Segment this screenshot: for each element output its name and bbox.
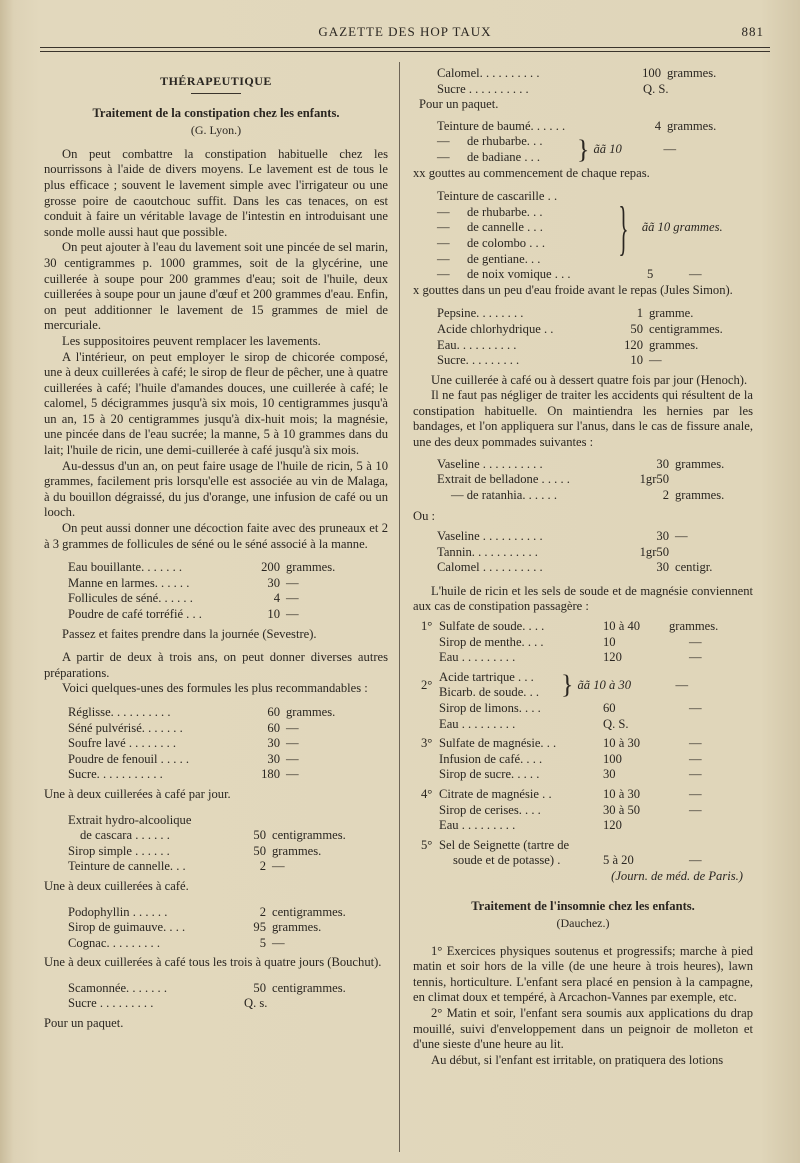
rx-row [437, 119, 753, 135]
prescription-9 [437, 306, 753, 368]
rx-item: Calomel. . . . . . . . . . [437, 66, 540, 80]
rx-item: de cannelle . . . [467, 220, 543, 235]
brace: } [561, 670, 574, 700]
formula-2 [421, 670, 753, 732]
journal-title: GAZETTE DES HOP TAUX [318, 24, 492, 39]
rx-qty: 120 [603, 650, 622, 665]
rx-qty: 5 à 20 [603, 853, 634, 868]
prescription-4 [68, 905, 388, 952]
rx-row [437, 472, 753, 488]
rx-qty: 10 [603, 634, 616, 649]
rx-row [421, 787, 753, 803]
rx-qty: 60 [603, 700, 616, 715]
rx-qty: 4 [654, 118, 661, 133]
rx-unit: — [689, 786, 702, 801]
rx-row: — de rhubarbe. . . [437, 134, 573, 150]
rx-row [68, 752, 388, 768]
rx-instruction: Passez et faites prendre dans la journée (Sevestre). [62, 626, 317, 641]
formula-1 [421, 619, 753, 666]
rx-unit: grammes. [667, 66, 717, 80]
rx-item: Bicarb. de soude. . . [439, 685, 540, 700]
rx-unit: — [649, 353, 662, 368]
prescription-5 [68, 981, 388, 1012]
rx-unit: — [286, 736, 299, 751]
rx-unit: — [675, 529, 688, 544]
rx-qty: ãã 10 à 30 [577, 677, 632, 692]
rx-unit: — [272, 935, 285, 950]
rx-item: Teinture de cascarille . . [437, 189, 558, 204]
rx-item: Infusion de café. . . . [439, 751, 543, 766]
paragraph: Au début, si l'enfant est irritable, on pratiquera des lotions [431, 1052, 724, 1067]
rx-unit: — [286, 751, 299, 766]
rx-row: — de gentiane. . . [437, 252, 605, 268]
formula-number: 1° [421, 619, 433, 633]
paragraph: Il ne faut pas négliger de traiter les accidents qui résultent de la constipation habituelle. On maintiendra les hernies par les bandages, et l'on appliquera sur l'anus, dans le cas de fissure anale, une des deux pommades suivantes : [413, 388, 753, 450]
paragraph: Les suppositoires peuvent remplacer les lavements. [62, 333, 321, 348]
rx-row: — de badiane . . . [437, 150, 573, 166]
prescription-7 [437, 119, 753, 166]
formula-number: 2° [421, 677, 433, 692]
rx-item: Eau . . . . . . . . . [439, 650, 516, 665]
rx-qty: ãã 10 grammes. [641, 220, 723, 235]
prescription-1 [68, 560, 388, 622]
rx-row [68, 828, 388, 844]
rx-unit: — [689, 700, 702, 715]
formula-number: 5° [421, 837, 433, 852]
rx-item: Vaseline . . . . . . . . . . [437, 529, 543, 544]
prescription-3 [68, 813, 388, 875]
rx-qty: 10 à 30 [603, 736, 641, 751]
rx-row [421, 717, 753, 733]
rx-item: Eau . . . . . . . . . [439, 818, 516, 833]
rx-item: Sucre. . . . . . . . . [437, 353, 520, 368]
rx-item: Soufre lavé . . . . . . . . [68, 736, 177, 751]
rx-item: Sucre. . . . . . . . . . . [68, 767, 163, 782]
rx-unit: grammes. [272, 843, 322, 858]
rx-unit: grammes. [669, 619, 719, 633]
rx-item: de cascara . . . . . . [80, 828, 170, 843]
rx-unit: grammes. [649, 337, 699, 352]
rx-qty: 30 [656, 456, 669, 471]
formula-number [421, 635, 439, 651]
rx-qty: 50 [253, 828, 266, 843]
rx-row [439, 670, 557, 686]
rx-group [437, 189, 753, 267]
rx-item: de colombo . . . [467, 235, 545, 250]
rx-qty: 50 [253, 843, 266, 858]
rx-qty: 60 [267, 720, 280, 735]
rx-unit: — [689, 853, 702, 868]
rx-row [68, 859, 388, 875]
rx-item: Citrate de magnésie . . [439, 786, 552, 801]
rx-row [421, 767, 753, 783]
rx-unit: — [272, 859, 285, 874]
rx-row [437, 322, 753, 338]
rx-qty: 4 [273, 591, 280, 606]
rx-item: de gentiane. . . [467, 251, 541, 266]
rx-qty: 50 [253, 980, 266, 995]
rx-instruction: Une à deux cuillerées à café tous les trois à quatre jours (Bouchut). [44, 955, 382, 970]
formula-number: 4° [421, 786, 433, 801]
rx-unit: centigrammes. [649, 321, 723, 336]
formula-number [421, 818, 439, 834]
rx-qty: 30 [656, 560, 669, 575]
rx-unit: grammes. [675, 456, 725, 471]
rx-row: — de noix vomique . . . 5 — [437, 267, 702, 282]
rx-item: Sirop de menthe. . . . [439, 634, 544, 649]
rx-item: Follicules de séné. . . . . . [68, 591, 193, 606]
rx-item: Sulfate de magnésie. . . [439, 736, 557, 751]
rx-qty: 10 [630, 353, 643, 368]
rx-item: de badiane . . . [467, 149, 541, 164]
rx-item: Teinture de baumé. . . . . . [437, 118, 566, 133]
rx-item: Acide chlorhydrique . . [437, 321, 554, 336]
rx-qty: 30 [603, 767, 616, 782]
rx-row [421, 650, 753, 666]
rx-item: Sucre . . . . . . . . . . [437, 81, 529, 96]
rx-row [68, 844, 388, 860]
rx-row [68, 813, 388, 829]
rx-qty: 60 [267, 704, 280, 719]
rx-unit: centigrammes. [272, 828, 346, 843]
rx-unit: — [286, 591, 299, 606]
header-rule-2 [40, 51, 770, 52]
rx-item: Séné pulvérisé. . . . . . . [68, 720, 183, 735]
paragraph: Au-dessus d'un an, on peut faire usage de l'huile de ricin, 5 à 10 grammes, facilement pris lorsqu'elle est associée au vin de Malaga, à du bouillon dégraissé, du jus d'orange, une infusion de café ou un looch. [44, 458, 388, 520]
rx-item: Eau. . . . . . . . . . [437, 337, 517, 352]
rx-row [421, 635, 753, 651]
article-author-dauchez: (Dauchez.) [556, 916, 610, 931]
rx-row [437, 189, 605, 205]
rx-qty: 10 [267, 607, 280, 621]
rx-row: — de rhubarbe. . . [437, 205, 605, 221]
rx-item: Poudre de fenouil . . . . . [68, 751, 190, 766]
rx-qty: Q. S. [603, 716, 629, 731]
rx-instruction: xx gouttes au commencement de chaque repas. [413, 165, 650, 180]
rx-qty: 5 [647, 267, 654, 282]
paragraph: 2° Matin et soir, l'enfant sera soumis aux applications du drap mouillé, suivi d'enveloppement dans un peignoir de molleton et d'une sieste d'une heure au lit. [413, 1006, 753, 1052]
page-number: 881 [741, 24, 764, 39]
rx-item: de rhubarbe. . . [467, 204, 543, 219]
rx-item: Sucre . . . . . . . . . [68, 996, 154, 1011]
brace: } [577, 134, 590, 164]
rx-item: Poudre de café torréfié . . . [68, 607, 202, 621]
rx-qty: 2 [259, 859, 266, 874]
rx-item: Sel de Seignette (tartre de [439, 837, 570, 852]
rx-row [421, 752, 753, 768]
rx-item: de noix vomique . . . [467, 267, 571, 282]
rx-group [421, 670, 753, 701]
rx-item: Sulfate de soude. . . . [439, 619, 545, 633]
rx-qty: 1 [636, 306, 643, 321]
rx-item: Teinture de cannelle. . . [68, 859, 186, 874]
rx-item: Sirop de limons. . . . [439, 700, 541, 715]
ointment-2 [437, 529, 753, 576]
paragraph: On peut aussi donner une décoction faite avec des pruneaux et 2 à 3 grammes de follicules de séné ou le séné associé à la manne. [44, 521, 388, 551]
rx-qty: Q. s. [244, 996, 268, 1011]
prescription-6 [437, 66, 753, 97]
rx-item: Eau . . . . . . . . . [439, 716, 516, 731]
rx-item: Sirop de guimauve. . . . [68, 920, 186, 935]
rx-instruction: Une à deux cuillerées à café. [44, 878, 189, 893]
rx-row [68, 920, 388, 936]
rx-item: Scamonnée. . . . . . . [68, 980, 167, 995]
rx-unit: — [286, 720, 299, 735]
rx-item: Vaseline . . . . . . . . . . [437, 456, 543, 471]
section-rule [191, 93, 241, 94]
rx-qty: 1gr50 [639, 472, 669, 487]
brace: } [618, 195, 629, 262]
rx-qty: 10 à 30 [603, 786, 641, 801]
rx-row [421, 838, 753, 854]
rx-qty: 100 [603, 751, 622, 766]
rx-unit: — [689, 751, 702, 766]
rx-unit: — [689, 767, 702, 782]
rx-row: — de colombo . . . [437, 236, 605, 252]
prescription-2 [68, 705, 388, 783]
rx-instruction: Pour un paquet. [419, 97, 499, 112]
rx-row [68, 936, 388, 952]
rx-row [68, 767, 388, 783]
rx-qty: 100 [642, 66, 661, 80]
formula-number [421, 752, 439, 768]
paragraph: A l'intérieur, on peut employer le sirop de chicorée composé, une à deux cuillerées à café; le sirop de fleur de pêcher, une à quatre cuillerées à café; l'huile d'amandes douces, une cuillerée à café; le calomel, 5 décigrammes jusqu'à six mois, 10 centigrammes jusqu'à un an, 15 à 20 centigrammes jusqu'à dix-huit mois; la magnésie, une pincée dans de l'eau sucrée; la manne, 5 à 10 grammes dans du lait; l'huile de ricin, une demi-cuillerée à café jusqu'à six mois. [44, 349, 388, 458]
rx-item: — de ratanhia. . . . . . [451, 487, 557, 502]
rx-item: de rhubarbe. . . [467, 134, 543, 149]
rx-unit: centigr. [675, 560, 713, 575]
rx-item: Extrait de belladone . . . . . [437, 472, 570, 487]
rx-item: soude et de potasse) . [453, 853, 561, 868]
rx-row [437, 560, 753, 576]
rx-row [421, 803, 753, 819]
rx-unit: — [286, 607, 299, 621]
rx-unit: — [286, 767, 299, 782]
rx-unit: — [689, 802, 702, 817]
article-title-constipation: Traitement de la constipation chez les enfants. [92, 105, 340, 120]
rx-qty: 120 [624, 337, 643, 352]
rx-row [437, 529, 753, 545]
formula-4 [421, 787, 753, 834]
left-column [44, 66, 388, 1032]
rx-row [437, 66, 753, 82]
alternative-label: Ou : [413, 509, 436, 524]
rx-qty: Q. S. [643, 81, 669, 96]
rx-row [68, 560, 388, 576]
rx-instruction: Pour un paquet. [44, 1016, 124, 1031]
rx-row [68, 591, 388, 607]
rx-qty: 10 à 40 [603, 619, 641, 633]
rx-unit: — [675, 677, 689, 692]
rx-qty: 1gr50 [639, 544, 669, 559]
rx-row [421, 818, 753, 834]
header-rule-1 [40, 47, 770, 48]
paragraph: Voici quelques-unes des formules les plus recommandables : [62, 681, 368, 696]
rx-row [68, 705, 388, 721]
rx-row [437, 353, 753, 369]
formula-number [421, 803, 439, 819]
paragraph: Une cuillerée à café ou à dessert quatre fois par jour (Henoch). [431, 372, 748, 387]
prescription-8 [437, 189, 753, 283]
rx-row [68, 576, 388, 592]
rx-row [421, 736, 753, 752]
rx-unit: — [663, 142, 677, 157]
formula-5 [421, 838, 753, 869]
rx-qty: 30 [656, 529, 669, 544]
rx-qty: 200 [261, 560, 280, 575]
rx-unit: grammes. [286, 560, 336, 575]
rx-unit: grammes. [675, 487, 725, 502]
rx-unit: grammes. [272, 920, 322, 935]
source-citation: (Journ. de méd. de Paris.) [611, 868, 743, 883]
article-author-lyon: (G. Lyon.) [190, 123, 242, 138]
rx-row [68, 721, 388, 737]
rx-row [437, 82, 753, 98]
rx-unit: — [689, 736, 702, 751]
rx-row [68, 981, 388, 997]
rx-row [68, 996, 388, 1012]
formula-3 [421, 736, 753, 783]
article-title-insomnia: Traitement de l'insomnie chez les enfants. [471, 898, 695, 913]
rx-item: Sirop simple . . . . . . [68, 843, 170, 858]
rx-unit: gramme. [649, 306, 694, 321]
rx-unit: grammes. [286, 704, 336, 719]
rx-unit: centigrammes. [272, 904, 346, 919]
formula-number: 3° [421, 736, 433, 751]
rx-item: Eau bouillante. . . . . . . [68, 560, 183, 575]
section-title: THÉRAPEUTIQUE [160, 74, 272, 88]
rx-row [421, 701, 753, 717]
rx-row [437, 488, 753, 504]
rx-row: — de cannelle . . . [437, 220, 605, 236]
rx-qty: 2 [259, 904, 266, 919]
rx-unit: grammes. [667, 118, 717, 133]
rx-qty: ãã 10 [593, 142, 622, 157]
rx-row [68, 607, 388, 623]
rx-qty: 30 [267, 736, 280, 751]
paragraph: A partir de deux à trois ans, on peut donner diverses autres préparations. [44, 650, 388, 680]
rx-row [437, 457, 753, 473]
rx-qty: 120 [603, 818, 622, 833]
rx-unit: — [689, 634, 702, 649]
rx-qty: 30 [267, 751, 280, 766]
rx-item: Acide tartrique . . . [439, 669, 534, 684]
rx-qty: 2 [662, 487, 669, 502]
rx-row [437, 306, 753, 322]
paragraph: L'huile de ricin et les sels de soude et de magnésie conviennent aux cas de constipation passagère : [413, 583, 753, 614]
rx-item: Pepsine. . . . . . . . [437, 306, 524, 321]
rx-row [437, 338, 753, 354]
rx-unit: centigrammes. [272, 980, 346, 995]
rx-qty: 5 [259, 935, 266, 950]
rx-qty: 30 à 50 [603, 802, 641, 817]
rx-item: Extrait hydro-alcoolique [68, 812, 192, 827]
paragraph: 1° Exercices physiques soutenus et progressifs; marche à pied matin et soir hors de la ville (de une heure à trois heures), lawn tennis, horticulture. L'enfant sera placé en pension à la campagne, en climat doux et tempéré, à Arcachon-Vannes par exemple, etc. [413, 943, 753, 1005]
running-header [40, 24, 770, 46]
right-column [413, 66, 753, 1068]
column-divider [399, 62, 400, 1152]
rx-item: Podophyllin . . . . . . [68, 904, 168, 919]
rx-row [437, 545, 753, 561]
rx-row [421, 853, 753, 869]
rx-group [437, 134, 753, 165]
paragraph: On peut ajouter à l'eau du lavement soit une pincée de sel marin, 30 centigrammes p. 1000 grammes, soit de la glycérine, une cuillerée à soupe pour 200 grammes d'eau; soit de l'huile, deux cuillerées à soupe pour un jaune d'œuf et 200 grammes d'eau. Enfin, on peut additionner le lavement de 15 grammes de miel de mercuriale. [44, 240, 388, 333]
rx-row [439, 685, 557, 701]
rx-item: Réglisse. . . . . . . . . . [68, 704, 171, 719]
formula-number [421, 650, 439, 666]
rx-instruction: Une à deux cuillerées à café par jour. [44, 786, 231, 801]
rx-item: Manne en larmes. . . . . . [68, 575, 190, 590]
rx-row [68, 905, 388, 921]
rx-unit: — [689, 267, 702, 282]
rx-unit: — [286, 575, 299, 590]
rx-item: Calomel . . . . . . . . . . [437, 560, 543, 575]
rx-instruction: x gouttes dans un peu d'eau froide avant le repas (Jules Simon). [413, 282, 733, 297]
rx-row [68, 736, 388, 752]
rx-qty: 50 [630, 321, 643, 336]
rx-row [421, 619, 753, 635]
rx-item: Tannin. . . . . . . . . . . [437, 544, 538, 559]
ointment-1 [437, 457, 753, 504]
rx-qty: 95 [253, 920, 266, 935]
rx-qty: 180 [261, 767, 280, 782]
rx-item: Sirop de cerises. . . . [439, 802, 541, 817]
rx-item: Sirop de sucre. . . . . [439, 767, 540, 782]
rx-qty: 30 [267, 575, 280, 590]
paragraph: On peut combattre la constipation habituelle chez les nourrissons à l'aide de divers moyens. Le lavement est de tous le plus efficace ; souvent le lavement simple avec l'irrigateur ou une grosse poire de caoutchouc suffit. Dans les cas tenaces, on est conduit à faire un véritable lavage de l'intestin en introduisant une sonde molle aussi haut que possible. [44, 146, 388, 239]
rx-item: Cognac. . . . . . . . . [68, 935, 160, 950]
formula-number [421, 767, 439, 783]
rx-unit: — [689, 650, 702, 665]
